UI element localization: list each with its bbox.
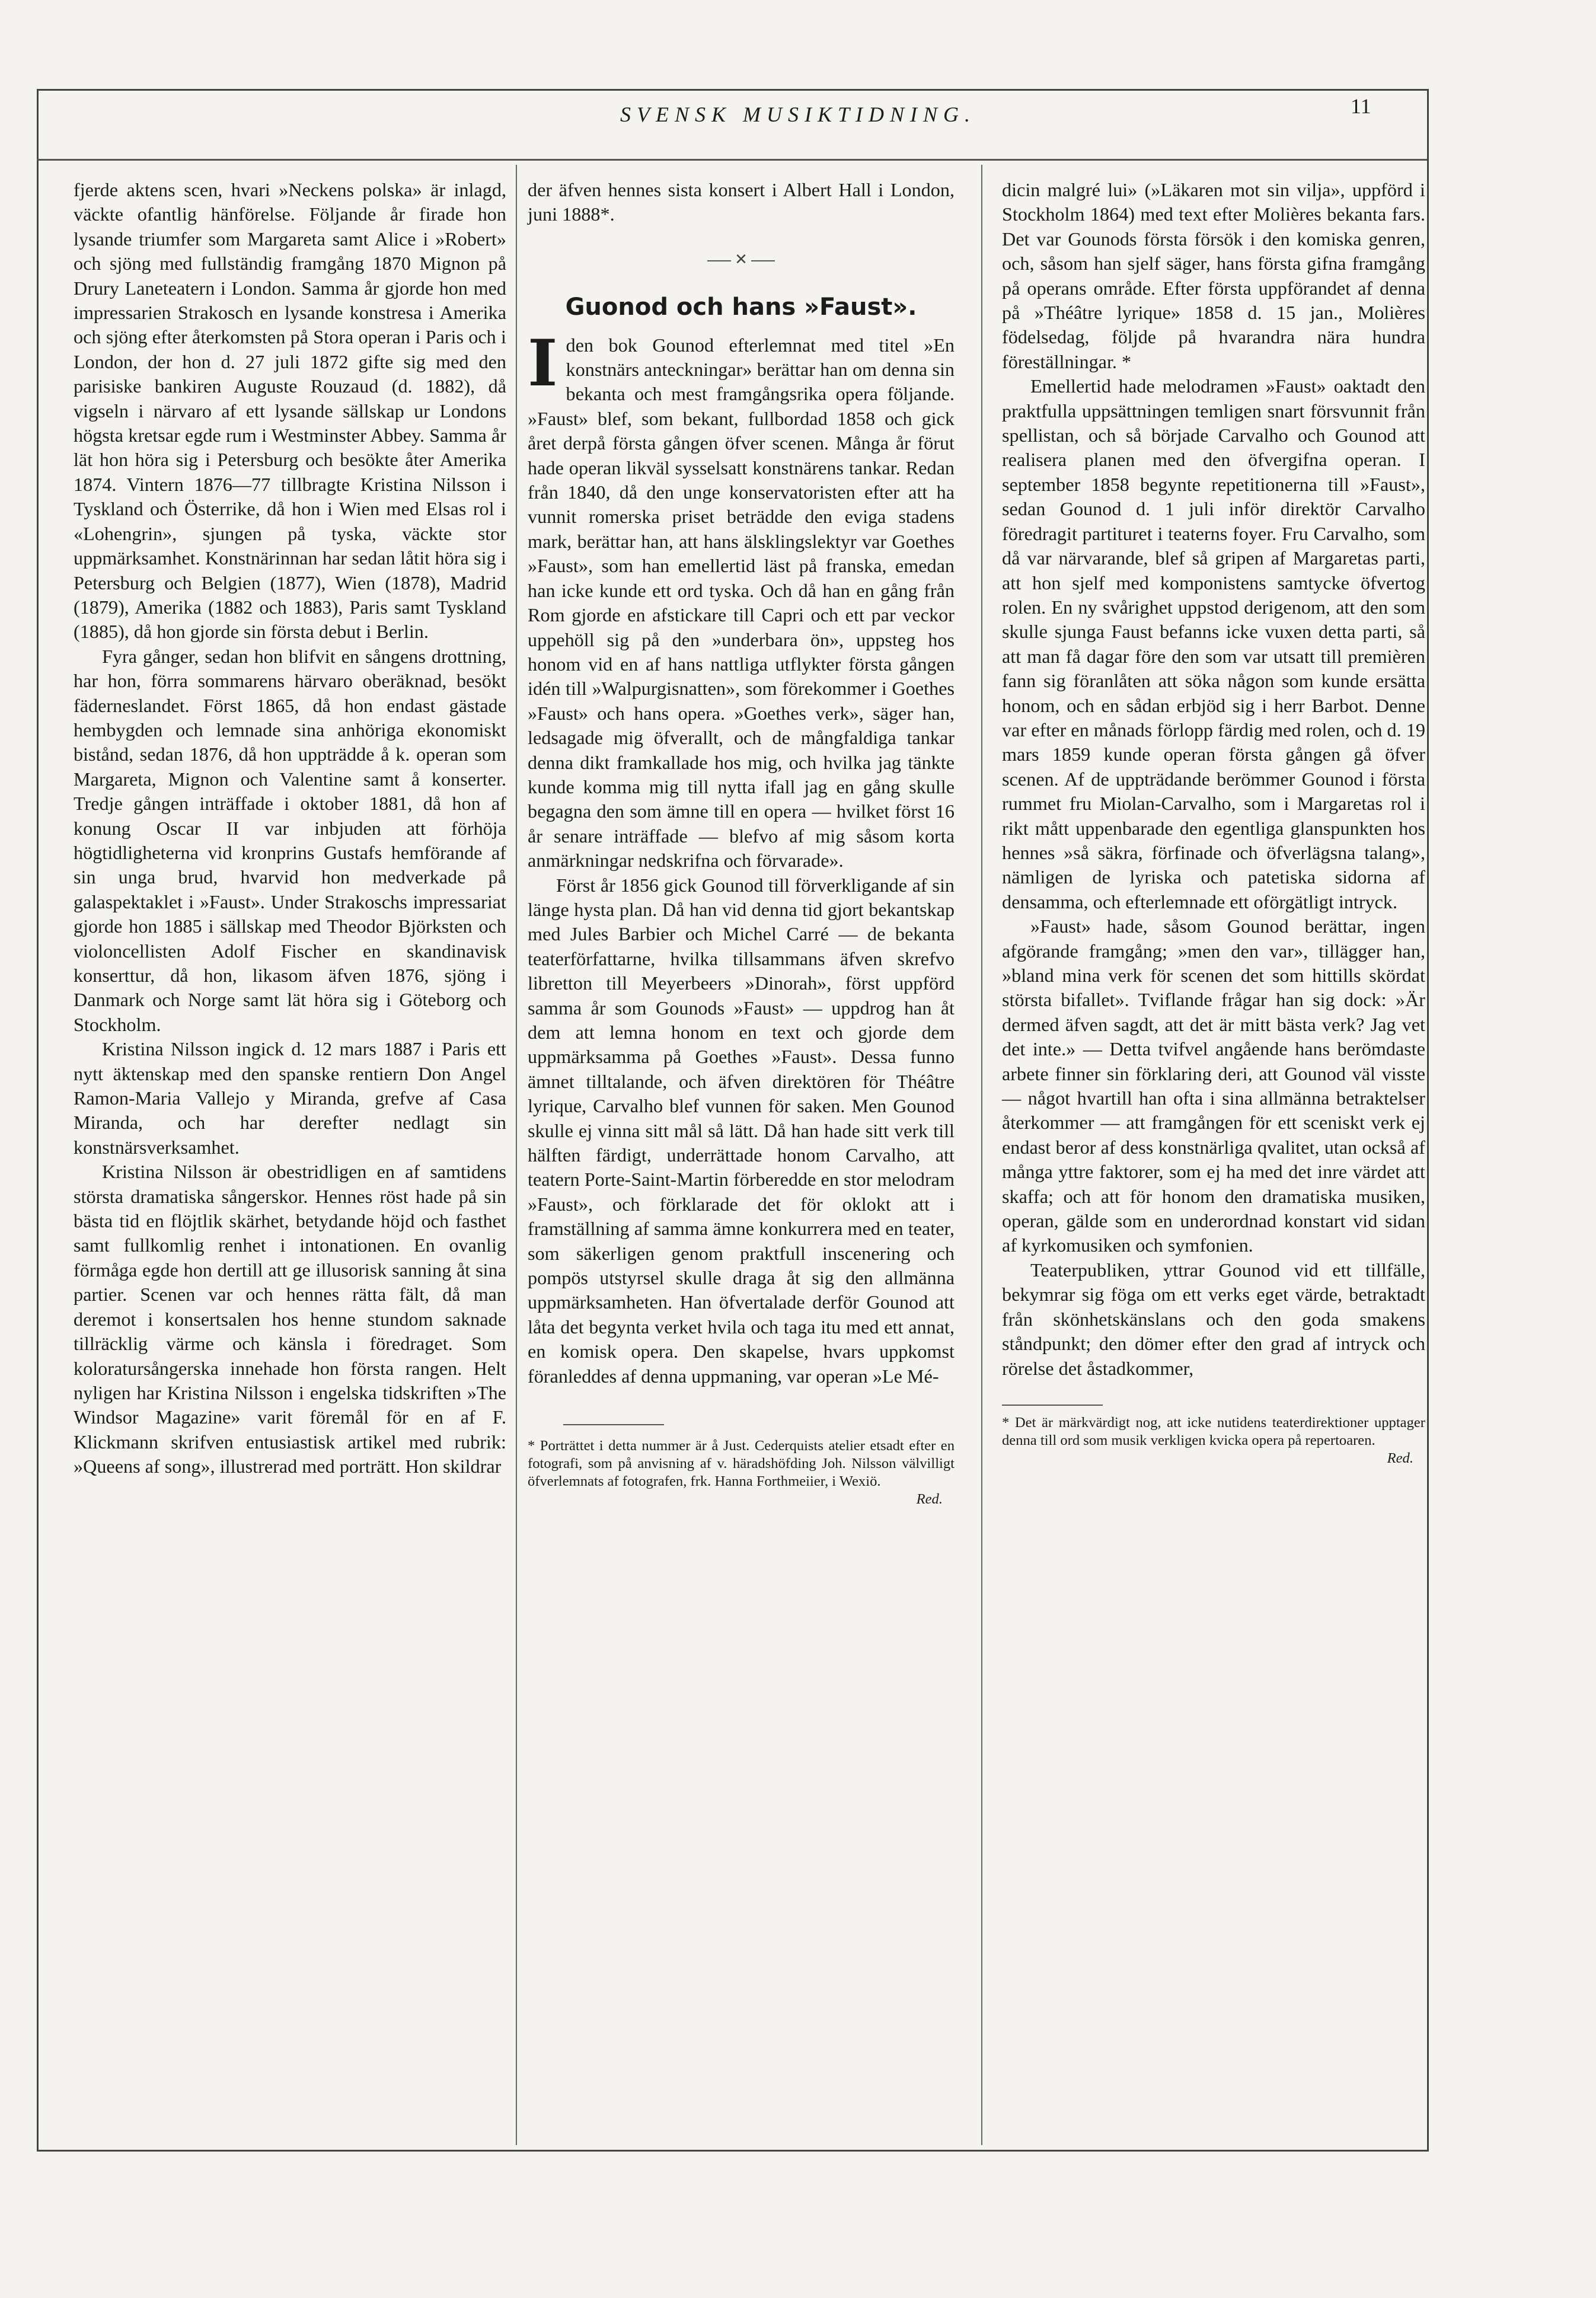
col3-paragraph: Teaterpubliken, yttrar Gounod vid ett tillfälle, bekymrar sig föga om ett verks eget värde, betraktadt från skönhetskänslans och den goda smakens ståndpunkt; den dömer efter den grad af intryck och rörelse det åstadkommer, (1002, 1259, 1425, 1379)
article-paragraph-text: den bok Gounod efterlemnat med titel »En konstnärs anteckningar» berättar han om denna sin bekanta och mest framgångsrika opera följande. »Faust» blef, som bekant, fullbordad 1858 och gick året derpå första gången öfver scenen. Många år förut hade operan likväl sysselsatt konstnärens tankar. Redan från 1840, då den unge konservatoristen efter att ha vunnit romerska priset beträdde den eviga stadens mark, berättar han, att hans älsklingslektyr var Goethes »Faust», som han emellertid läst på franska, emedan han icke kunde ett ord tyska. Och då han en gång från Rom gjorde en afstickare till Capri och ett par veckor uppehöll sig på den »underbara ön», uppsteg hos honom vid en af hans nattliga utflykter första gången idén till »Walpurgisnatten», som förekommer i Goethes »Faust» och hans opera. »Goethes verk», säger han, ledsagade mig öfverallt, och de mångfaldiga tankar denna dikt framkallade hos mig, och hvilka jag tänkte kunde komma mig till nytta ifall jag en gång skulle begagna den som ämne till en opera — hvilket först 16 år senare inträffade — blefvo af mig såsom korta anmärkningar nedskrifna och förvarade». (528, 334, 955, 872)
drop-cap: I (528, 325, 558, 401)
col1-paragraph: Kristina Nilsson ingick d. 12 mars 1887 i Paris ett nytt äktenskap med den spanske rentiern Don Angel Ramon-Maria Vallejo y Miranda, grefve af Casa Miranda, och har derefter nedlagt sin konstnärsverksamhet. (74, 1038, 506, 1158)
article-paragraph: Först år 1856 gick Gounod till förverkligande af sin länge hysta plan. Då han vid denna tid gjort bekantskap med Jules Barbier och Michel Carré — de bekanta teaterförfattarne, hvilka tillsammans äfven skrefvo libretton till Meyerbeers »Dinorah», först uppförd samma år som Gounods »Faust» — uppdrog han åt dem att lemna honom en text och gjorde dem uppmärksamma på Goethes »Faust». Dessa funno ämnet tilltalande, och äfven direktören för Théâtre lyrique, Carvalho blef vunnen för saken. Men Gounod skulle ej vinna sitt mål så lätt. Då han hade sitt verk till hälften färdigt, underrättade honom Carvalho, att teatern Porte-Saint-Martin förberedde en stor melodram »Faust», och förklarade det för oklokt att i framställning af samma ämne konkurrera med en teater, som säkerligen genom praktfull inscenering och pompös utstyrsel skulle draga åt sig den allmänna uppmärksamheten. Han öfvertalade derför Gounod att låta det begynta verket hvila och taga itu med ett annat, en komisk opera. Den skapelse, hvars uppkomst föranleddes af denna uppmaning, var operan »Le Mé- (528, 874, 955, 1387)
col2-intro: der äfven hennes sista konsert i Albert Hall i London, juni 1888*. (528, 179, 955, 225)
col3-paragraph: Emellertid hade melodramen »Faust» oaktadt den praktfulla uppsättningen temligen snart försvunnit från spellistan, och så började Carvalho och Gounod att realisera planen med den öfvergifna operan. I september 1858 begynte repetitionerna till »Faust», sedan Gounod d. 1 juli inför direktör Carvalho föredragit partituret i teaterns foyer. Fru Carvalho, som då var närvarande, blef så gripen af Margaretas parti, att hon sjelf med komponistens samtycke öfvertog rolen. En ny svårighet uppstod derigenom, att den som skulle sjunga Faust befanns icke vuxen detta parti, så att man få dagar före den som var utsatt till premièren fann sig föranlåten att söka någon som kunde ersätta honom, och en sådan erbjöd sig i herr Barbot. Denne var efter en månads förlopp färdig med rolen, och d. 19 mars 1859 kunde operan första gången gå öfver scenen. Af de uppträdande berömmer Gounod i första rummet fru Miolan-Carvalho, som i Margaretas rol i rikt mått uppenbarade den egentliga glanspunkten hos hennes »så säkra, förfinade och öfverlägsna talang», nämligen de lyriska och patetiska sidorna af densamma, och efterlemnade ett oförgätligt intryck. (1002, 375, 1425, 912)
article-title: Guonod och hans »Faust». (565, 293, 917, 321)
col1-paragraph: Fyra gånger, sedan hon blifvit en sångens drottning, har hon, förra sommarens härvaro oberäknad, besökt fäderneslandet. Först 1865, då hon endast gästade hembygden och lemnade sina anhöriga ekonomiskt bistånd, sedan 1876, då hon uppträdde å k. operan som Margareta, Mignon och Valentine samt å konserter. Tredje gången inträffade i oktober 1881, då hon af konung Oscar II var inbjuden att förhöja högtidligheterna vid kronprins Gustafs hemförande af sin unga brud, hvarvid hon medverkade på galaspektaklet i »Faust». Under Strakoschs impressariat gjorde hon 1885 i sällskap med Theodor Björksten och violoncellisten Adolf Fischer en skandinavisk konserttur, då hon, likasom äfven 1876, sjöng i Danmark och Norge samt lät höra sig i Göteborg och Stockholm. (74, 645, 506, 1035)
section-divider: ✕ (528, 247, 955, 272)
article-first-paragraph (528, 325, 955, 873)
page-number: 11 (1351, 94, 1371, 118)
header-bottom-rule (37, 159, 1427, 161)
column-rule-1 (516, 165, 517, 2145)
col1-paragraph: Kristina Nilsson är obestridligen en af samtidens största dramatiska sångerskor. Hennes röst hade på sin bästa tid en flöjtlik skärhet, betydande höjd och fasthet samt fullkomlig renhet i intonationen. En ovanlig förmåga egde hon dertill att ge illusorisk sanning åt sina partier. Scenen var och hennes rätta fält, då man deremot i konsertsalen hos henne stundom saknade tillräcklig värme och känsla i föredraget. Som koloratursångerska innehade hon första rangen. Helt nyligen har Kristina Nilsson i engelska tidskriften »The Windsor Magazine» varit föremål för en af F. Klickmann skrifven entusiastisk artikel med rubrik: »Queens af song», illustrerad med porträtt. Hon skildrar (74, 1161, 506, 1477)
footnote-text: * Porträttet i detta nummer är å Just. Cederquists atelier etsadt efter en fotografi, som på anvisning af v. häradshöfding Joh. Nilsson välvilligt öfverlemnats af fotografen, frk. Hanna Forthmeiier, i Wexiö. (528, 1438, 955, 1490)
col1-paragraph: fjerde aktens scen, hvari »Neckens polska» är inlagd, väckte ofantlig hänförelse. Följande år firade hon lysande triumfer som Margareta samt Alice i »Robert» och sjöng med fullständig framgång 1870 Mignon på Drury Laneteatern i London. Samma år gjorde hon med impressarien Strakosch en lysande konstresa i Amerika och sjöng efter återkomsten på Stora operan i Paris och i London, der hon d. 27 juli 1872 gifte sig med den parisiske bankiren Auguste Rouzaud (d. 1882), då vigseln i närvaro af ett lysande sällskap ur Londons högsta kretsar egde rum i Westminster Abbey. Samma år lät hon höra sig i Petersburg och besökte åter Amerika 1874. Vintern 1876—77 tillbragte Kristina Nilsson i Tyskland och Österrike, då hon i Wien med Elsas rol i «Lohengrin», sjungen på tyska, väckte stor uppmärksamhet. Konstnärinnan har sedan låtit höra sig i Petersburg och Belgien (1877), Wien (1878), Madrid (1879), Amerika (1882 och 1883), Paris samt Tyskland (1885), då hon gjorde sin första debut i Berlin. (74, 179, 506, 643)
column-2 (528, 178, 955, 1508)
footnote-signature: Red. (916, 1491, 943, 1508)
col3-paragraph: »Faust» hade, såsom Gounod berättar, ingen afgörande framgång; »men den var», tillägger han, »bland mina verk för scenen det som hittills skördat största bifallet». Tviflande frågar han sig dock: »Är dermed äfven sagdt, att det är mitt bästa verk? Jag vet det inte.» — Detta tvifvel angående hans berömdaste arbete finner sin förklaring deri, att Gounod väl visste — något hvartill han ofta i sina allmänna betraktelser återkommer — att framgången för ett sceniskt verk ej endast beror af dess konstnärliga qvalitet, utan också af många yttre faktorer, som ej ha med det inre värdet att skaffa; och att för honom den dramatiska musiken, operan, gälde som en underordnad konstart vid sidan af kyrkomusiken och symfonien. (1002, 915, 1425, 1256)
footnote-text: * Det är märkvärdigt nog, att icke nutidens teaterdirektioner upptager denna till ord som musik verkligen kvicka opera på repertoaren. (1002, 1414, 1425, 1448)
footnote-signature: Red. (1387, 1450, 1413, 1466)
col3-footnote (1002, 1414, 1425, 1467)
footnote-rule (563, 1424, 664, 1425)
col3-paragraph: dicin malgré lui» (»Läkaren mot sin vilja», uppförd i Stockholm 1864) med text efter Molières bekanta fars. Det var Gounods första försök i den komiska genren, och, såsom han sjelf säger, hans första gifna framgång på operans område. Efter första uppförandet af denna på »Théâtre lyrique» 1858 d. 15 jan., Molières födelsedag, följde på hvarandra nära hundra föreställningar. * (1002, 179, 1425, 372)
footnote-rule (1002, 1405, 1103, 1406)
column-1 (74, 178, 506, 1479)
column-rule-2 (981, 165, 982, 2145)
col2-footnote (528, 1437, 955, 1508)
column-3 (1002, 178, 1425, 1467)
running-title: SVENSK MUSIKTIDNING. (620, 103, 976, 126)
